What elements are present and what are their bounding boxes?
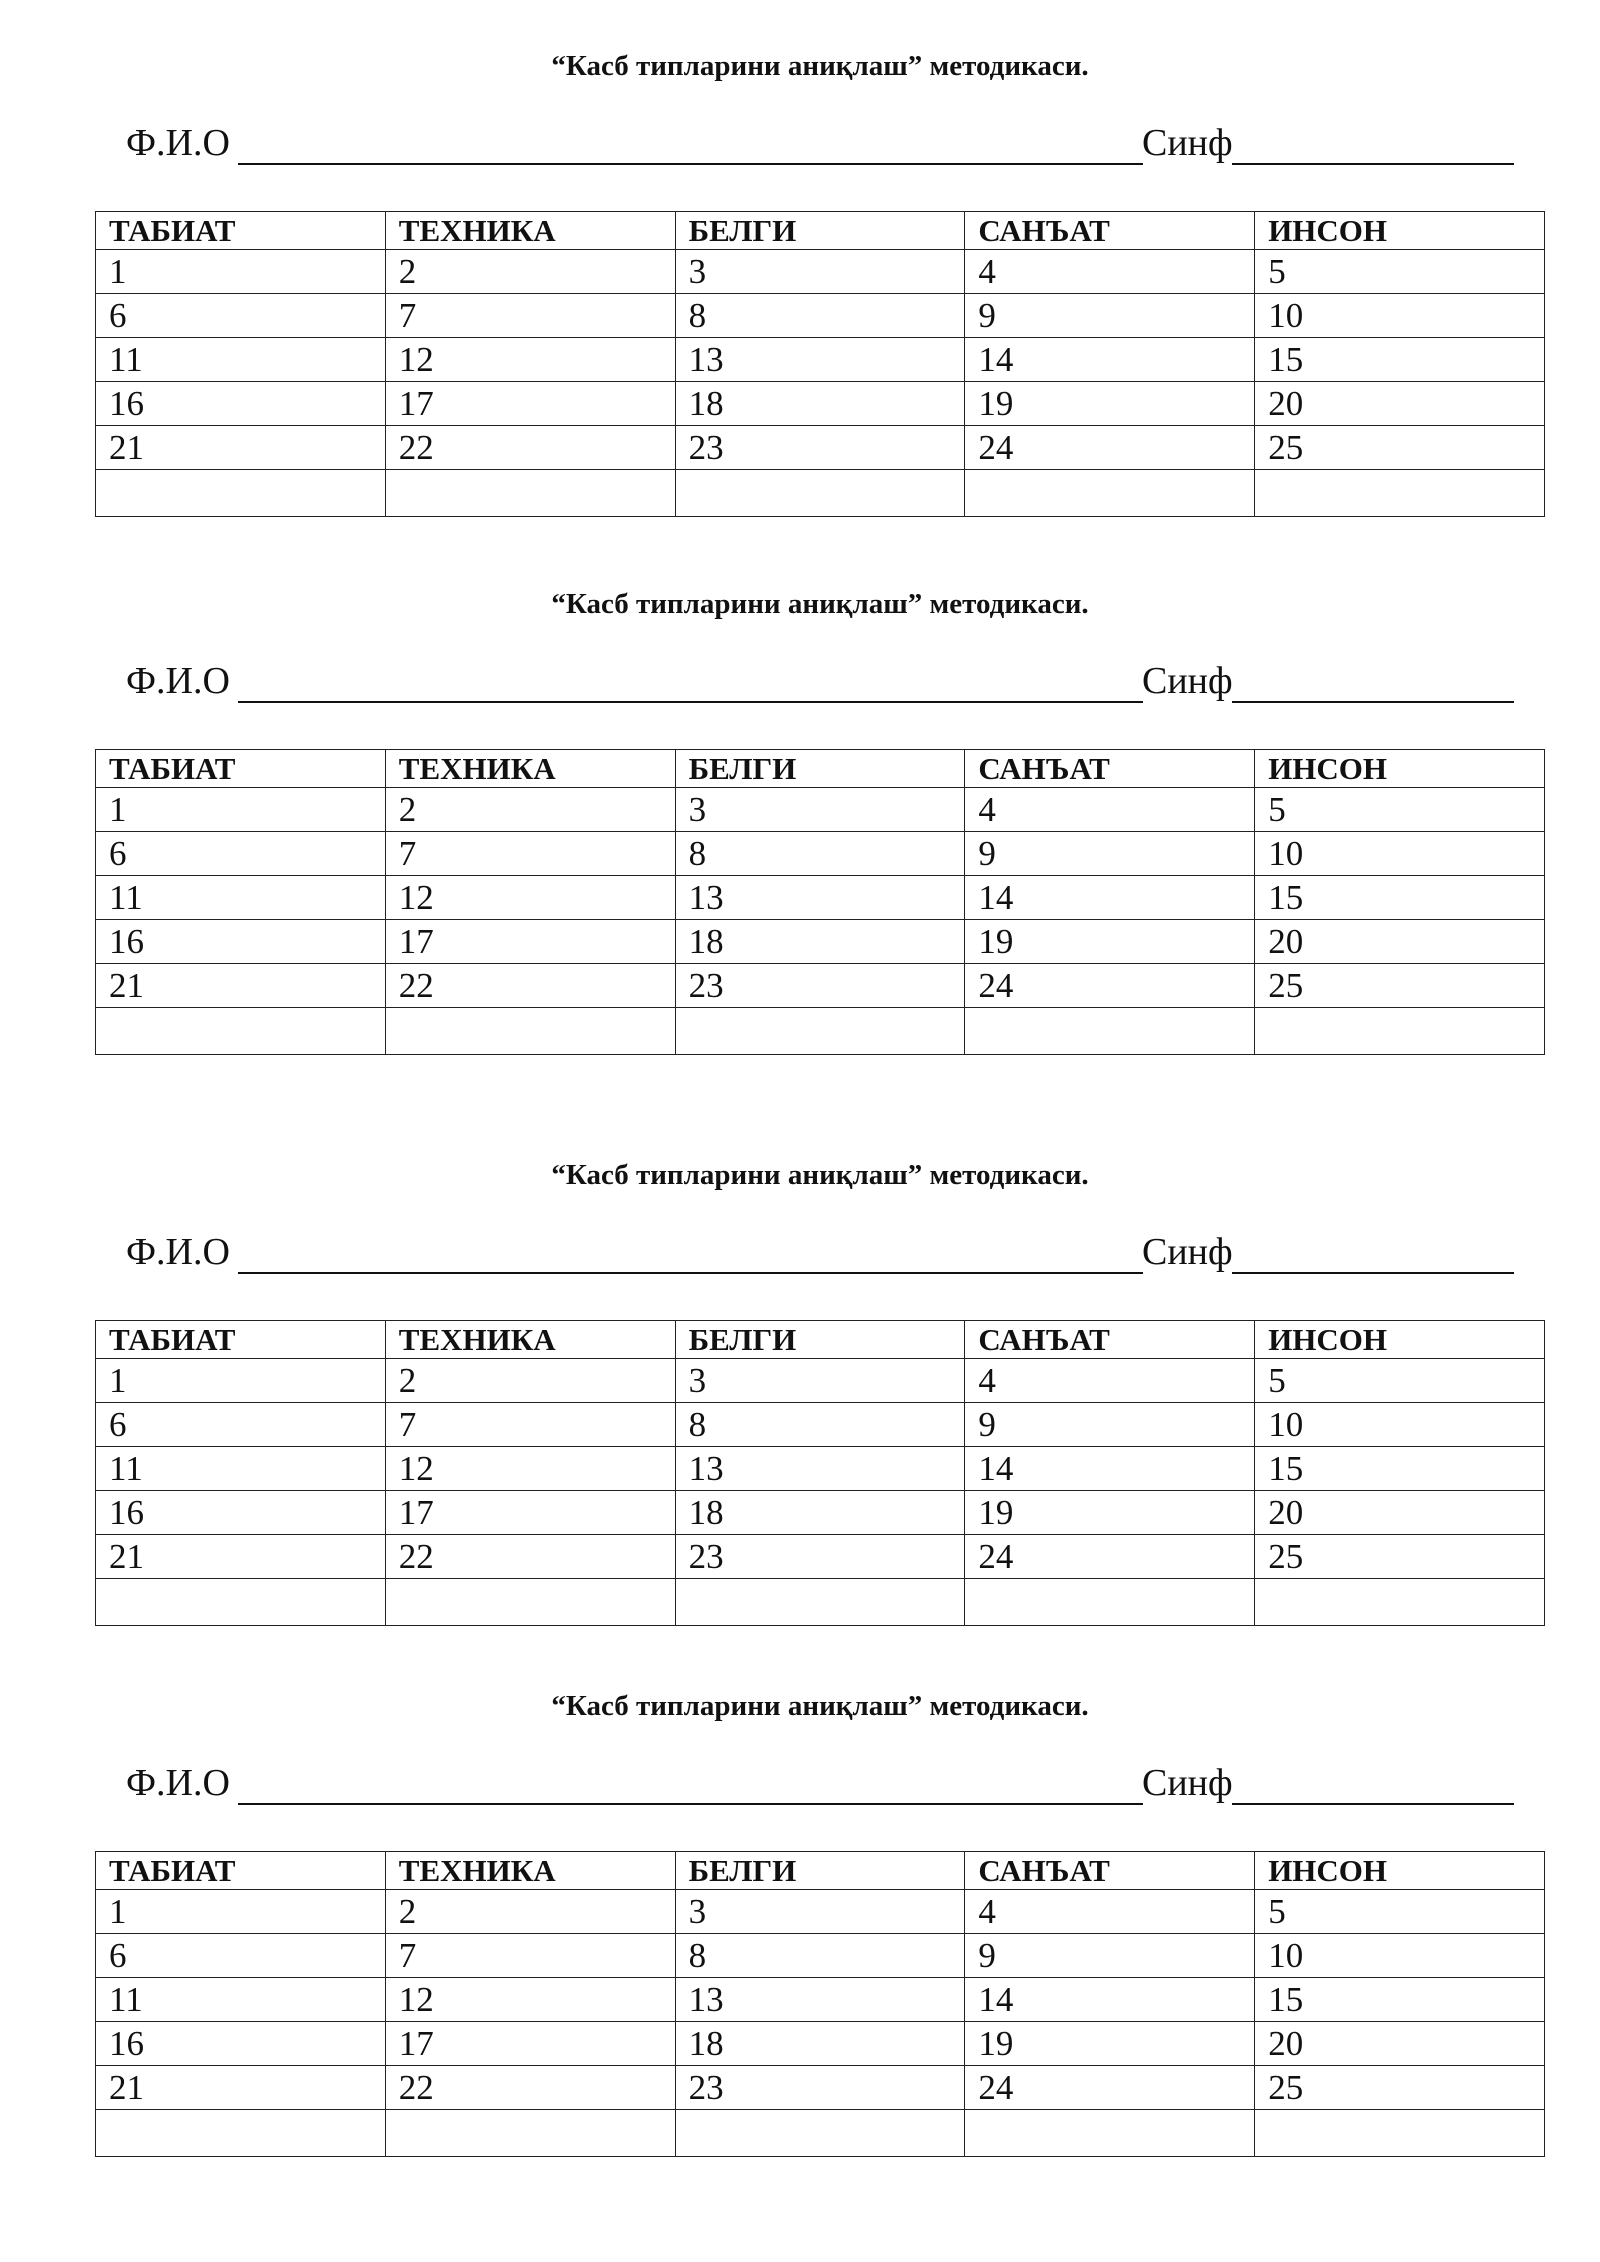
fio-blank-field[interactable] xyxy=(238,1803,1143,1805)
column-header: ИНСОН xyxy=(1255,750,1545,788)
table-cell: 3 xyxy=(675,788,965,832)
table-cell: 1 xyxy=(96,250,386,294)
table-cell: 6 xyxy=(96,1934,386,1978)
column-header: ТАБИАТ xyxy=(96,750,386,788)
table-cell: 3 xyxy=(675,1359,965,1403)
table-cell[interactable] xyxy=(965,470,1255,517)
table-row xyxy=(96,1491,1545,1535)
table-cell: 21 xyxy=(96,964,386,1008)
table-cell: 8 xyxy=(675,1403,965,1447)
table-row xyxy=(96,920,1545,964)
table-row xyxy=(96,1579,1545,1626)
table-cell: 5 xyxy=(1255,788,1545,832)
column-header: ТЕХНИКА xyxy=(385,212,675,250)
table-cell: 6 xyxy=(96,1403,386,1447)
table-cell: 2 xyxy=(385,250,675,294)
table-cell: 7 xyxy=(385,294,675,338)
table-cell: 4 xyxy=(965,1890,1255,1934)
column-header: ТАБИАТ xyxy=(96,212,386,250)
table-cell: 24 xyxy=(965,964,1255,1008)
table-header-row xyxy=(96,212,1545,250)
table-cell: 4 xyxy=(965,1359,1255,1403)
form-title: “Касб типларини аниқлаш” методикаси. xyxy=(551,1690,1089,1722)
table-row xyxy=(96,338,1545,382)
table-cell: 23 xyxy=(675,426,965,470)
table-cell: 20 xyxy=(1255,1491,1545,1535)
table-cell[interactable] xyxy=(1255,1579,1545,1626)
table-cell[interactable] xyxy=(675,2110,965,2157)
table-row xyxy=(96,876,1545,920)
table-cell: 1 xyxy=(96,788,386,832)
table-cell: 14 xyxy=(965,876,1255,920)
table-cell[interactable] xyxy=(965,2110,1255,2157)
table-cell: 24 xyxy=(965,1535,1255,1579)
table-cell: 9 xyxy=(965,832,1255,876)
table-row xyxy=(96,2066,1545,2110)
form-title: “Касб типларини аниқлаш” методикаси. xyxy=(551,1159,1089,1191)
table-cell: 24 xyxy=(965,2066,1255,2110)
column-header: БЕЛГИ xyxy=(675,750,965,788)
fio-blank-field[interactable] xyxy=(238,163,1143,165)
table-cell: 6 xyxy=(96,294,386,338)
table-cell: 10 xyxy=(1255,832,1545,876)
table-cell: 12 xyxy=(385,338,675,382)
table-cell: 23 xyxy=(675,2066,965,2110)
table-cell: 18 xyxy=(675,382,965,426)
table-cell: 17 xyxy=(385,1491,675,1535)
table-cell: 17 xyxy=(385,2022,675,2066)
form-title: “Касб типларини аниқлаш” методикаси. xyxy=(551,50,1089,82)
sinf-blank-field[interactable] xyxy=(1232,701,1514,703)
table-cell[interactable] xyxy=(385,470,675,517)
answer-table xyxy=(95,211,1545,517)
table-row xyxy=(96,1535,1545,1579)
table-cell: 25 xyxy=(1255,1535,1545,1579)
table-row xyxy=(96,250,1545,294)
fio-label: Ф.И.О xyxy=(126,660,230,702)
table-cell: 16 xyxy=(96,1491,386,1535)
table-cell[interactable] xyxy=(965,1008,1255,1055)
sinf-label: Синф xyxy=(1142,660,1233,702)
table-cell: 22 xyxy=(385,426,675,470)
table-row xyxy=(96,964,1545,1008)
table-cell: 9 xyxy=(965,294,1255,338)
table-cell: 11 xyxy=(96,876,386,920)
sinf-label: Синф xyxy=(1142,1231,1233,1273)
table-cell: 22 xyxy=(385,964,675,1008)
fio-label: Ф.И.О xyxy=(126,1762,230,1804)
table-cell: 24 xyxy=(965,426,1255,470)
table-row xyxy=(96,1403,1545,1447)
table-header-row xyxy=(96,1321,1545,1359)
table-cell: 7 xyxy=(385,1934,675,1978)
student-info-line xyxy=(126,1758,1526,1808)
table-cell: 12 xyxy=(385,1447,675,1491)
table-row xyxy=(96,1934,1545,1978)
table-cell: 11 xyxy=(96,1978,386,2022)
table-row xyxy=(96,1447,1545,1491)
table-cell: 13 xyxy=(675,1447,965,1491)
answer-table xyxy=(95,749,1545,1055)
table-row xyxy=(96,470,1545,517)
table-row xyxy=(96,382,1545,426)
table-cell: 19 xyxy=(965,382,1255,426)
table-cell: 18 xyxy=(675,920,965,964)
table-cell: 11 xyxy=(96,338,386,382)
table-cell: 4 xyxy=(965,788,1255,832)
table-cell: 14 xyxy=(965,1978,1255,2022)
table-cell[interactable] xyxy=(385,1579,675,1626)
table-cell[interactable] xyxy=(96,470,386,517)
table-cell: 15 xyxy=(1255,1978,1545,2022)
table-cell: 22 xyxy=(385,1535,675,1579)
table-cell[interactable] xyxy=(965,1579,1255,1626)
table-cell[interactable] xyxy=(675,1008,965,1055)
table-cell: 16 xyxy=(96,920,386,964)
table-cell: 25 xyxy=(1255,426,1545,470)
table-cell: 12 xyxy=(385,876,675,920)
table-cell[interactable] xyxy=(1255,470,1545,517)
column-header: БЕЛГИ xyxy=(675,1852,965,1890)
student-info-line xyxy=(126,118,1526,168)
column-header: ТЕХНИКА xyxy=(385,1852,675,1890)
table-cell: 19 xyxy=(965,2022,1255,2066)
sinf-label: Синф xyxy=(1142,1762,1233,1804)
table-cell: 13 xyxy=(675,876,965,920)
table-cell: 5 xyxy=(1255,250,1545,294)
column-header: ИНСОН xyxy=(1255,212,1545,250)
student-info-line xyxy=(126,656,1526,706)
table-cell: 2 xyxy=(385,1359,675,1403)
table-cell: 13 xyxy=(675,1978,965,2022)
column-header: САНЪАТ xyxy=(965,212,1255,250)
column-header: САНЪАТ xyxy=(965,750,1255,788)
student-info-line xyxy=(126,1227,1526,1277)
table-row xyxy=(96,1978,1545,2022)
column-header: БЕЛГИ xyxy=(675,1321,965,1359)
table-cell: 8 xyxy=(675,294,965,338)
table-cell: 10 xyxy=(1255,1403,1545,1447)
table-cell: 5 xyxy=(1255,1359,1545,1403)
table-cell: 7 xyxy=(385,832,675,876)
table-cell: 13 xyxy=(675,338,965,382)
sinf-blank-field[interactable] xyxy=(1232,163,1514,165)
table-cell: 1 xyxy=(96,1359,386,1403)
table-cell: 22 xyxy=(385,2066,675,2110)
sinf-label: Синф xyxy=(1142,122,1233,164)
table-cell[interactable] xyxy=(675,470,965,517)
table-cell: 18 xyxy=(675,1491,965,1535)
table-row xyxy=(96,294,1545,338)
table-row xyxy=(96,1008,1545,1055)
fio-label: Ф.И.О xyxy=(126,122,230,164)
table-cell: 19 xyxy=(965,920,1255,964)
table-cell: 10 xyxy=(1255,294,1545,338)
table-cell: 19 xyxy=(965,1491,1255,1535)
column-header: ТЕХНИКА xyxy=(385,1321,675,1359)
table-cell: 2 xyxy=(385,1890,675,1934)
table-row xyxy=(96,832,1545,876)
table-cell[interactable] xyxy=(1255,1008,1545,1055)
table-header-row xyxy=(96,750,1545,788)
table-cell: 12 xyxy=(385,1978,675,2022)
table-cell[interactable] xyxy=(96,1579,386,1626)
column-header: ТАБИАТ xyxy=(96,1852,386,1890)
table-cell: 15 xyxy=(1255,1447,1545,1491)
table-cell: 14 xyxy=(965,1447,1255,1491)
table-cell: 10 xyxy=(1255,1934,1545,1978)
table-cell: 5 xyxy=(1255,1890,1545,1934)
table-cell: 8 xyxy=(675,832,965,876)
column-header: ТЕХНИКА xyxy=(385,750,675,788)
table-cell: 9 xyxy=(965,1934,1255,1978)
table-cell: 21 xyxy=(96,426,386,470)
table-cell: 23 xyxy=(675,964,965,1008)
table-cell[interactable] xyxy=(675,1579,965,1626)
table-cell[interactable] xyxy=(96,2110,386,2157)
table-cell: 15 xyxy=(1255,338,1545,382)
table-cell: 25 xyxy=(1255,2066,1545,2110)
table-row xyxy=(96,426,1545,470)
table-cell: 6 xyxy=(96,832,386,876)
table-cell: 21 xyxy=(96,1535,386,1579)
table-row xyxy=(96,1890,1545,1934)
column-header: САНЪАТ xyxy=(965,1321,1255,1359)
table-cell: 4 xyxy=(965,250,1255,294)
answer-table xyxy=(95,1851,1545,2157)
table-cell: 7 xyxy=(385,1403,675,1447)
table-cell: 16 xyxy=(96,382,386,426)
table-cell: 20 xyxy=(1255,2022,1545,2066)
table-cell: 20 xyxy=(1255,382,1545,426)
column-header: ИНСОН xyxy=(1255,1852,1545,1890)
form-title: “Касб типларини аниқлаш” методикаси. xyxy=(551,588,1089,620)
table-cell: 9 xyxy=(965,1403,1255,1447)
table-row xyxy=(96,2022,1545,2066)
table-cell: 3 xyxy=(675,250,965,294)
table-cell[interactable] xyxy=(1255,2110,1545,2157)
fio-label: Ф.И.О xyxy=(126,1231,230,1273)
column-header: ИНСОН xyxy=(1255,1321,1545,1359)
table-cell: 16 xyxy=(96,2022,386,2066)
table-cell: 3 xyxy=(675,1890,965,1934)
table-cell: 25 xyxy=(1255,964,1545,1008)
table-cell: 2 xyxy=(385,788,675,832)
table-row xyxy=(96,1359,1545,1403)
table-cell: 17 xyxy=(385,920,675,964)
column-header: САНЪАТ xyxy=(965,1852,1255,1890)
fio-blank-field[interactable] xyxy=(238,701,1143,703)
answer-table xyxy=(95,1320,1545,1626)
table-cell: 21 xyxy=(96,2066,386,2110)
table-cell: 18 xyxy=(675,2022,965,2066)
column-header: БЕЛГИ xyxy=(675,212,965,250)
table-cell[interactable] xyxy=(385,2110,675,2157)
table-cell[interactable] xyxy=(385,1008,675,1055)
table-cell: 8 xyxy=(675,1934,965,1978)
table-cell: 20 xyxy=(1255,920,1545,964)
sinf-blank-field[interactable] xyxy=(1232,1272,1514,1274)
sinf-blank-field[interactable] xyxy=(1232,1803,1514,1805)
table-row xyxy=(96,788,1545,832)
table-cell: 15 xyxy=(1255,876,1545,920)
table-cell: 17 xyxy=(385,382,675,426)
table-cell: 14 xyxy=(965,338,1255,382)
column-header: ТАБИАТ xyxy=(96,1321,386,1359)
fio-blank-field[interactable] xyxy=(238,1272,1143,1274)
table-cell[interactable] xyxy=(96,1008,386,1055)
table-row xyxy=(96,2110,1545,2157)
table-header-row xyxy=(96,1852,1545,1890)
table-cell: 23 xyxy=(675,1535,965,1579)
table-cell: 11 xyxy=(96,1447,386,1491)
table-cell: 1 xyxy=(96,1890,386,1934)
